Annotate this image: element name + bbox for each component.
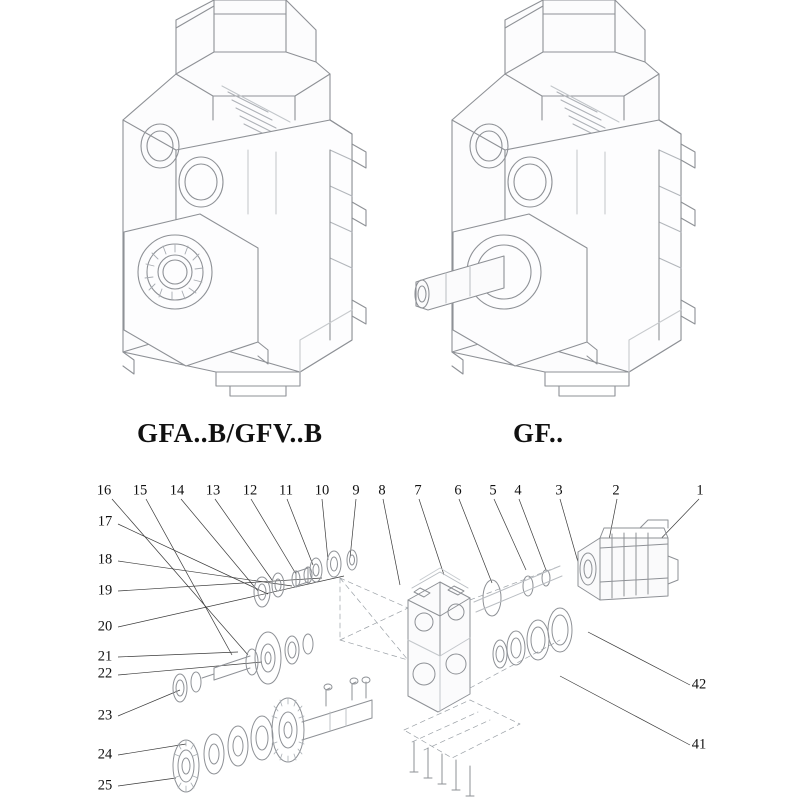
callout-left-21: 21 <box>97 648 113 665</box>
callout-left-24: 24 <box>97 746 113 763</box>
exploded-parts-drawing <box>0 462 800 800</box>
callout-top-13: 13 <box>205 482 221 499</box>
leader-line-6 <box>459 499 492 583</box>
callout-left-25: 25 <box>97 777 113 794</box>
leader-line-19 <box>118 578 322 591</box>
leader-line-25 <box>118 778 176 786</box>
callout-left-19: 19 <box>97 582 113 599</box>
callout-top-6: 6 <box>454 482 462 499</box>
leader-line-5 <box>494 499 526 570</box>
leader-line-4 <box>519 499 546 570</box>
leader-line-15 <box>146 499 232 655</box>
callout-top-14: 14 <box>169 482 185 499</box>
leader-line-17 <box>118 524 268 594</box>
callout-left-17: 17 <box>97 513 113 530</box>
leader-line-23 <box>118 690 180 716</box>
callout-top-11: 11 <box>279 482 293 499</box>
callout-top-2: 2 <box>612 482 620 499</box>
leader-line-21 <box>118 652 238 657</box>
callout-top-5: 5 <box>489 482 497 499</box>
callout-left-23: 23 <box>97 707 113 724</box>
leader-line-3 <box>560 499 578 562</box>
leader-line-9 <box>350 499 356 558</box>
callout-left-20: 20 <box>97 618 113 635</box>
callout-right-41: 41 <box>691 736 707 753</box>
leader-line-10 <box>322 499 328 560</box>
leader-line-22 <box>118 662 262 675</box>
callout-top-9: 9 <box>352 482 360 499</box>
callout-top-1: 1 <box>696 482 704 499</box>
leader-line-8 <box>383 499 400 585</box>
leader-line-7 <box>419 499 444 575</box>
callout-top-12: 12 <box>242 482 258 499</box>
callout-top-10: 10 <box>314 482 330 499</box>
leader-line-14 <box>181 499 258 591</box>
callout-top-15: 15 <box>132 482 148 499</box>
callout-left-18: 18 <box>97 551 113 568</box>
callout-top-3: 3 <box>555 482 563 499</box>
leader-line-13 <box>215 499 272 580</box>
callout-top-7: 7 <box>414 482 422 499</box>
leader-line-42 <box>588 632 690 685</box>
caption-right: GF.. <box>513 418 564 448</box>
callout-right-42: 42 <box>691 676 707 693</box>
caption-left: GFA..B/GFV..B <box>137 418 323 448</box>
leader-line-11 <box>287 499 313 565</box>
leader-line-12 <box>251 499 296 574</box>
callout-top-16: 16 <box>96 482 112 499</box>
exploded-parts-diagram <box>0 462 800 800</box>
leader-line-41 <box>560 676 690 745</box>
callout-top-8: 8 <box>378 482 386 499</box>
callout-left-22: 22 <box>97 665 113 682</box>
callout-top-4: 4 <box>514 482 522 499</box>
